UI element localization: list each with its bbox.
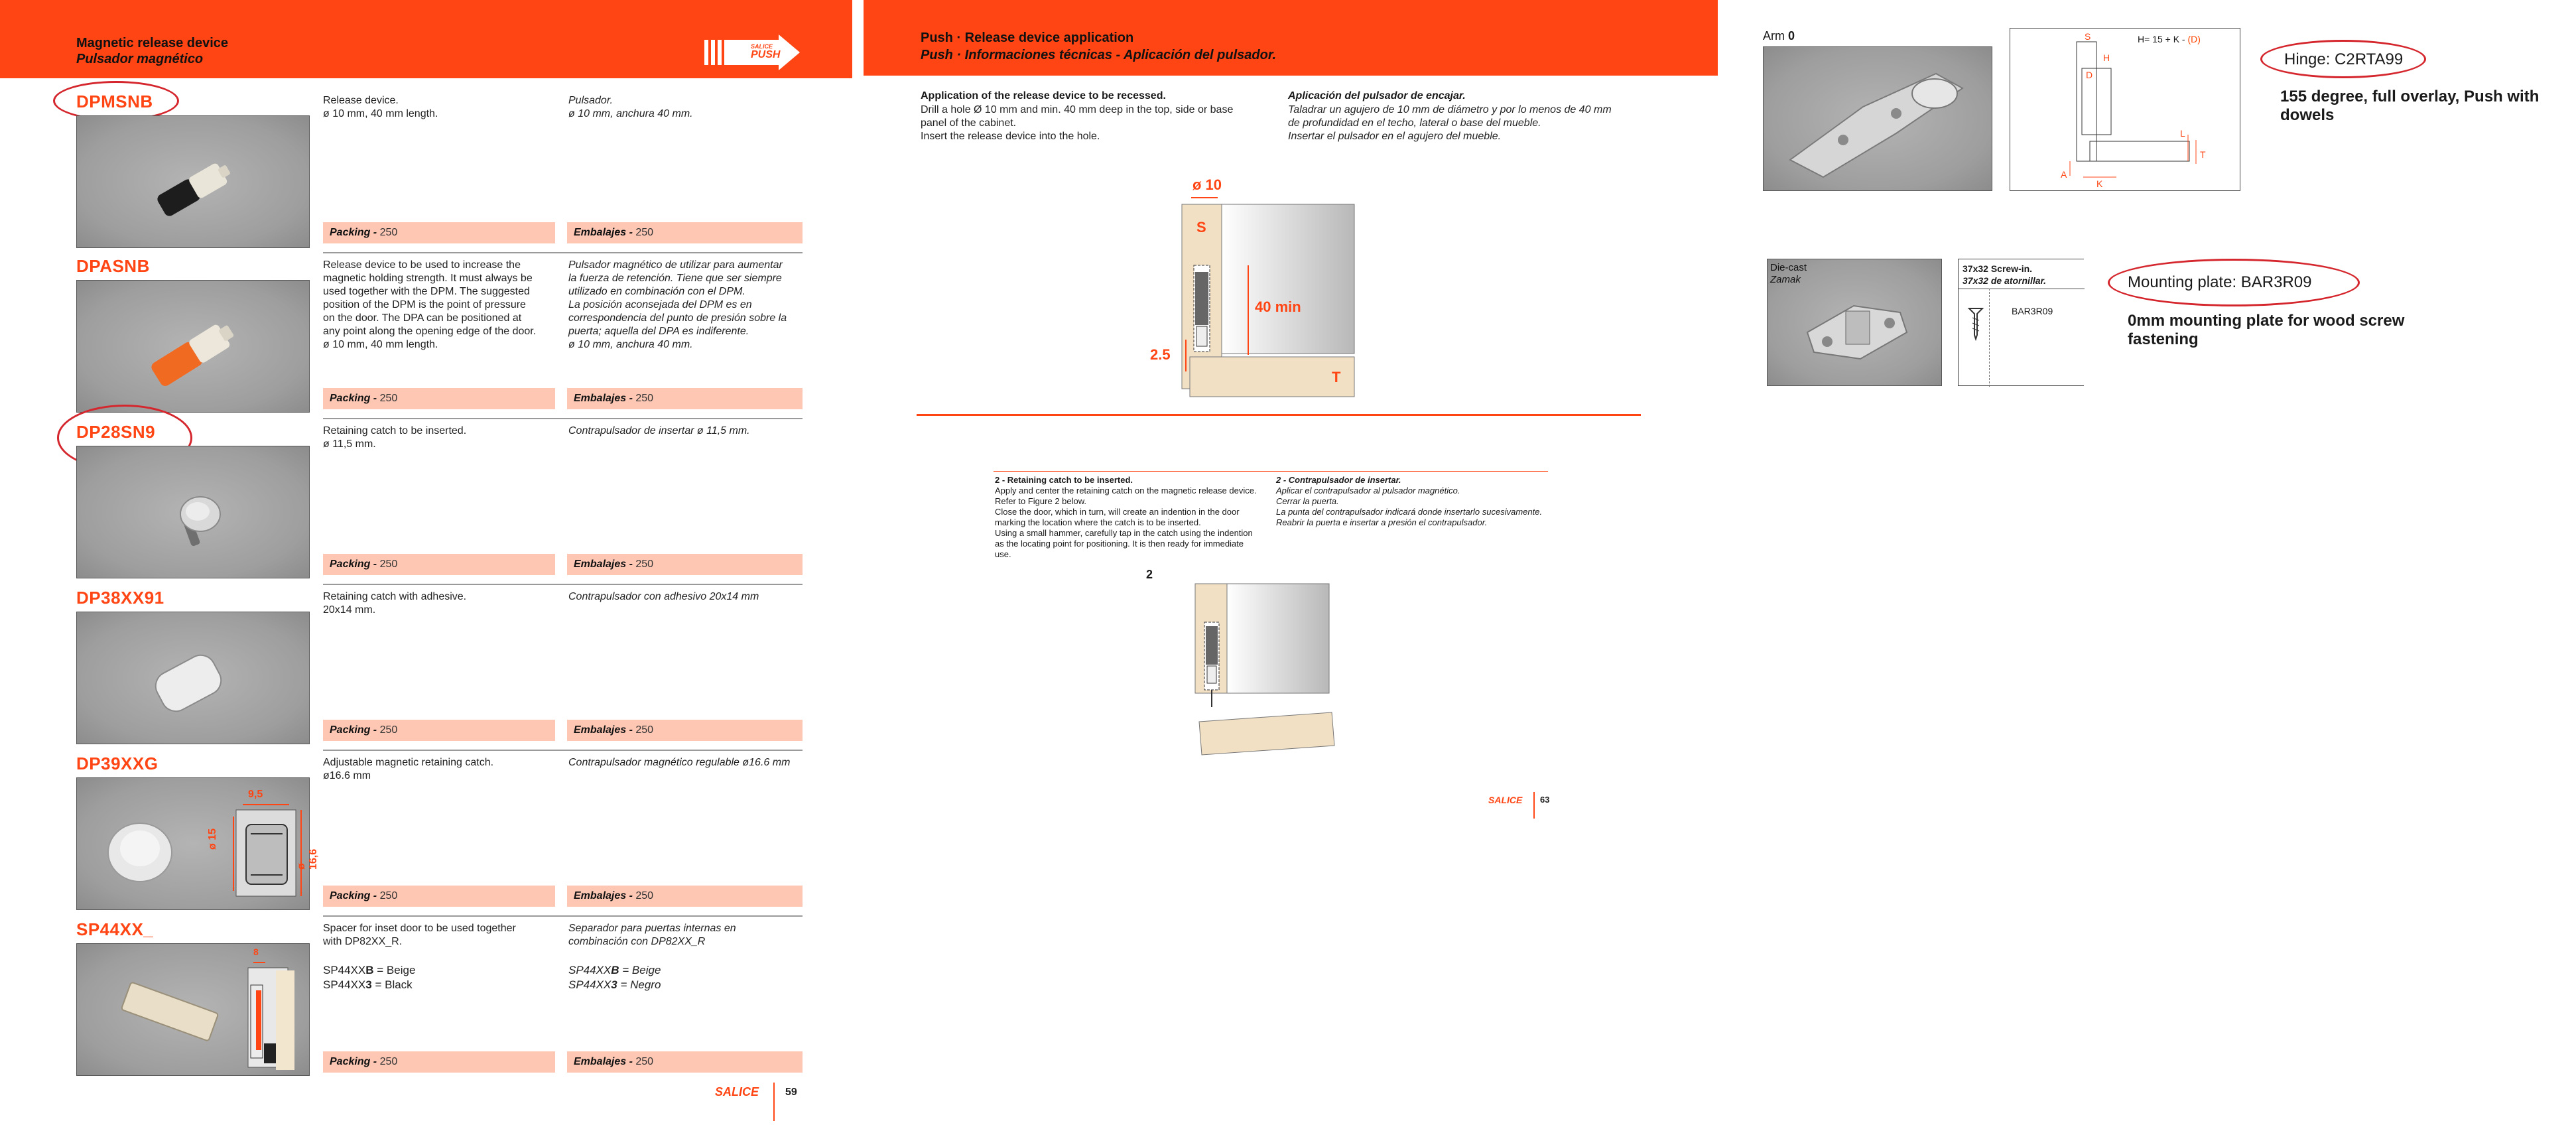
packing-label: Packing - bbox=[330, 393, 380, 404]
screw-box bbox=[1958, 259, 2084, 386]
highlight-ellipse bbox=[53, 81, 179, 121]
embalajes-value: 250 bbox=[635, 724, 654, 736]
row-separator bbox=[323, 750, 803, 751]
hinge-drawing bbox=[2010, 28, 2240, 191]
application-en-body: Drill a hole Ø 10 mm and min. 40 mm deep in the top, side or base panel of the cabinet. Insert the release device into the hole. bbox=[921, 104, 1234, 142]
application-en-title: Application of the release device to be recessed. bbox=[921, 90, 1166, 101]
product-desc-es: Contrapulsador de insertar ø 11,5 mm. bbox=[568, 425, 750, 436]
packing-label: Packing - bbox=[330, 890, 380, 901]
product-desc-en: Spacer for inset door to be used together with DP82XX_R. bbox=[323, 923, 516, 947]
embalajes-label: Embalajes - bbox=[574, 890, 636, 901]
packing-label: Packing - bbox=[330, 1056, 380, 1067]
photo-dimension: 8 bbox=[253, 947, 259, 957]
packing-value: 250 bbox=[379, 724, 398, 736]
embalajes-label: Embalajes - bbox=[574, 227, 636, 238]
mounting-plate-photo bbox=[1767, 259, 1942, 386]
screw-sub: 37x32 de atornillar. bbox=[1963, 275, 2047, 286]
hinge-formula: H= 15 + K - (D) bbox=[2138, 34, 2201, 44]
row-separator bbox=[323, 252, 803, 253]
page-number: 59 bbox=[785, 1087, 797, 1098]
product-desc-en: Retaining catch to be inserted. ø 11,5 mm. bbox=[323, 425, 467, 450]
product-photo-dpmsnb bbox=[76, 115, 310, 248]
variant-item: SP44XXB = Beige bbox=[323, 964, 416, 976]
salice-push-logo bbox=[704, 34, 800, 70]
variant-list-es bbox=[568, 963, 661, 992]
logo-brand-text: SALICE bbox=[751, 43, 773, 50]
product-code: DP28SN9 bbox=[76, 422, 156, 442]
packing-label: Packing - bbox=[330, 559, 380, 570]
variant-item: SP44XX3 = Negro bbox=[568, 978, 661, 991]
catch-en-title: 2 - Retaining catch to be inserted. bbox=[995, 475, 1133, 485]
product-desc-en: Release device. ø 10 mm, 40 mm length. bbox=[323, 95, 438, 119]
embalajes-label: Embalajes - bbox=[574, 393, 636, 404]
section-divider bbox=[917, 414, 1641, 416]
photo-dimension: ø 15 bbox=[207, 828, 218, 850]
footer-divider bbox=[1533, 792, 1535, 819]
packing-box bbox=[323, 388, 555, 409]
variant-item: SP44XX3 = Black bbox=[323, 978, 413, 991]
embalajes-box bbox=[567, 554, 803, 575]
photo-dimension: 9,5 bbox=[248, 789, 263, 800]
screw-code: BAR3R09 bbox=[2012, 306, 2053, 316]
hinge-dim-k: K bbox=[2096, 178, 2103, 189]
row-separator bbox=[323, 418, 803, 419]
application-es-title: Aplicación del pulsador de encajar. bbox=[1288, 90, 1466, 101]
hinge-formula-suffix: (D) bbox=[2187, 34, 2201, 44]
dim-t: T bbox=[1332, 369, 1341, 385]
screw-column-divider bbox=[1989, 289, 1990, 387]
packing-value: 250 bbox=[379, 559, 398, 570]
footer-divider bbox=[773, 1083, 775, 1121]
product-photo-dpasnb bbox=[76, 280, 310, 413]
figure-number: 2 bbox=[1146, 568, 1153, 581]
mounting-plate-description: 0mm mounting plate for wood screw fastening bbox=[2128, 312, 2405, 348]
page-59 bbox=[0, 0, 852, 1125]
packing-box bbox=[323, 720, 555, 741]
photo-dimension: ø 16,6 bbox=[296, 848, 319, 870]
embalajes-label: Embalajes - bbox=[574, 1056, 636, 1067]
product-photo-dp38xx91 bbox=[76, 612, 310, 744]
application-es-body: Taladrar un agujero de 10 mm de diámetro y por lo menos de 40 mm de profundidad en el techo, lateral o base del mueble. Insertar el pulsador en el agujero del mueble. bbox=[1288, 104, 1612, 142]
hinge-photo bbox=[1763, 46, 1992, 191]
product-code: SP44XX_ bbox=[76, 919, 154, 939]
embalajes-box bbox=[567, 720, 803, 741]
product-notes bbox=[1758, 0, 2576, 1125]
product-photo-dp39xxg bbox=[76, 777, 319, 910]
logo-push-text: PUSH bbox=[751, 49, 781, 60]
product-desc-es: Pulsador. ø 10 mm, anchura 40 mm. bbox=[568, 95, 693, 119]
product-desc-es: Contrapulsador con adhesivo 20x14 mm bbox=[568, 591, 759, 602]
packing-box bbox=[323, 554, 555, 575]
diecast-label: Die-cast bbox=[1770, 262, 1807, 273]
packing-value: 250 bbox=[379, 1056, 398, 1067]
embalajes-value: 250 bbox=[635, 1056, 654, 1067]
hinge-dim-t: T bbox=[2200, 149, 2206, 160]
product-code: DPASNB bbox=[76, 256, 150, 276]
catch-instructions-rule bbox=[994, 471, 1548, 472]
packing-value: 250 bbox=[379, 393, 398, 404]
arm-label: Arm 0 bbox=[1763, 29, 1795, 42]
diecast-sub: Zamak bbox=[1770, 274, 1801, 285]
hinge-title: Hinge: C2RTA99 bbox=[2284, 50, 2404, 68]
page-63-title: Push · Release device application bbox=[921, 31, 1134, 45]
product-photo-dp28sn9 bbox=[76, 446, 310, 578]
hinge-dim-l: L bbox=[2180, 128, 2185, 139]
product-desc-en: Release device to be used to increase the magnetic holding strength. It must always be used together with the DPM. The suggested position of the DPM is the point of pressure on the door. The DPA can be positioned at any point along the opening edge of the door. ø 10 mm, 40 mm length. bbox=[323, 259, 537, 350]
catch-en-body: Apply and center the retaining catch on the magnetic release device. Refer to Figure 2 below. Close the door, which in turn, will create an indention in the door marking the location where the catch is to be inserted. Using a small hammer, carefully tap in the catch using the indention as the locating point for positioning. It is then ready for immediate use. bbox=[995, 486, 1257, 559]
packing-box bbox=[323, 222, 555, 243]
dim-offset: 2.5 bbox=[1150, 346, 1171, 363]
arm-value: 0 bbox=[1788, 29, 1795, 42]
hinge-dim-h: H bbox=[2103, 52, 2110, 63]
embalajes-value: 250 bbox=[635, 227, 654, 238]
product-code: DPMSNB bbox=[76, 92, 153, 111]
row-separator bbox=[323, 915, 803, 917]
catch-es-title: 2 - Contrapulsador de insertar. bbox=[1276, 475, 1401, 485]
page-63-subtitle: Push · Informaciones técnicas - Aplicación del pulsador. bbox=[921, 48, 1277, 62]
recess-diagram bbox=[1150, 172, 1381, 411]
product-desc-es: Contrapulsador magnético regulable ø16.6 mm bbox=[568, 757, 791, 768]
hinge-dim-a: A bbox=[2061, 169, 2067, 180]
variant-item: SP44XXB = Beige bbox=[568, 964, 661, 976]
embalajes-box bbox=[567, 1051, 803, 1073]
packing-label: Packing - bbox=[330, 724, 380, 736]
screw-title: 37x32 Screw-in. bbox=[1963, 263, 2033, 274]
embalajes-value: 250 bbox=[635, 890, 654, 901]
product-desc-en: Adjustable magnetic retaining catch. ø16.6 mm bbox=[323, 757, 494, 781]
row-separator bbox=[323, 584, 803, 585]
embalajes-label: Embalajes - bbox=[574, 559, 636, 570]
product-desc-es: Pulsador magnético de utilizar para aumentar la fuerza de retención. Tiene que ser siempre utilizado en combinación con el DPM. La posición aconsejada del DPM es en correspondencia del punto de presión sobre la puerta; aquella del DPA es indiferente. ø 10 mm, anchura 40 mm. bbox=[568, 259, 787, 350]
catch-es-body: Aplicar el contrapulsador al pulsador magnético. Cerrar la puerta. La punta del contrapulsador indicará donde insertarlo sucesivamente. Reabrir la puerta e insertar a presión el contrapulsador. bbox=[1276, 486, 1543, 527]
page-63 bbox=[864, 0, 1719, 1125]
product-code: DP39XXG bbox=[76, 754, 159, 773]
packing-box bbox=[323, 886, 555, 907]
footer-brand: SALICE bbox=[1488, 795, 1523, 805]
dim-depth: 40 min bbox=[1255, 298, 1301, 315]
footer-brand: SALICE bbox=[715, 1085, 759, 1098]
packing-label: Packing - bbox=[330, 227, 380, 238]
hinge-dim-s: S bbox=[2085, 31, 2091, 42]
embalajes-box bbox=[567, 886, 803, 907]
dim-diameter: ø 10 bbox=[1192, 176, 1222, 193]
mounting-plate-title: Mounting plate: BAR3R09 bbox=[2128, 273, 2312, 291]
product-photo-sp44xx bbox=[76, 943, 310, 1076]
product-desc-en: Retaining catch with adhesive. 20x14 mm. bbox=[323, 591, 467, 616]
embalajes-label: Embalajes - bbox=[574, 724, 636, 736]
page-number: 63 bbox=[1540, 795, 1550, 805]
page-59-subtitle: Pulsador magnético bbox=[76, 52, 204, 66]
screw-icon bbox=[1968, 306, 1984, 340]
packing-value: 250 bbox=[379, 890, 398, 901]
embalajes-box bbox=[567, 388, 803, 409]
embalajes-box bbox=[567, 222, 803, 243]
hinge-description: 155 degree, full overlay, Push with dowels bbox=[2280, 88, 2540, 124]
hinge-dim-d: D bbox=[2086, 70, 2093, 80]
catch-diagram bbox=[1195, 582, 1348, 756]
product-code: DP38XX91 bbox=[76, 588, 164, 608]
page-59-title: Magnetic release device bbox=[76, 36, 229, 50]
dim-s: S bbox=[1196, 219, 1206, 235]
product-desc-es: Separador para puertas internas en combinación con DP82XX_R bbox=[568, 923, 736, 947]
embalajes-value: 250 bbox=[635, 559, 654, 570]
variant-list-en bbox=[323, 963, 415, 992]
embalajes-value: 250 bbox=[635, 393, 654, 404]
packing-box bbox=[323, 1051, 555, 1073]
packing-value: 250 bbox=[379, 227, 398, 238]
